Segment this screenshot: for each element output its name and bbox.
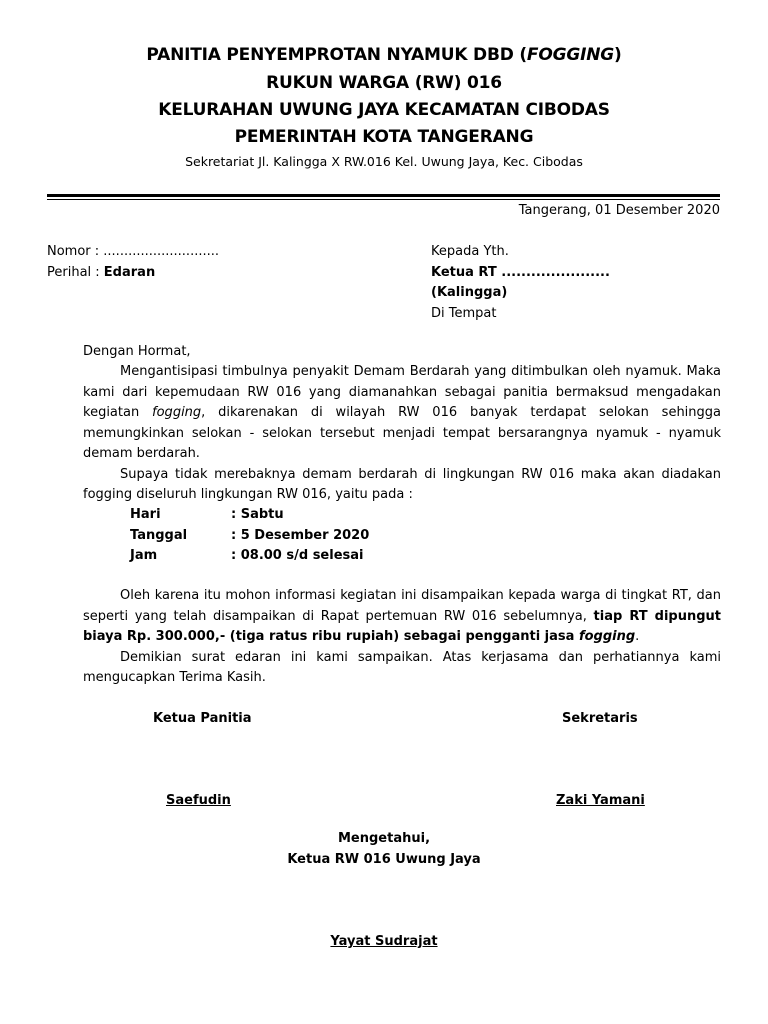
letterhead-rule-thick (47, 194, 720, 197)
schedule-date-value: : 5 Desember 2020 (231, 528, 370, 543)
recipient-line-1: Kepada Yth. (431, 244, 509, 259)
signature-right-name: Zaki Yamani (556, 793, 645, 808)
letter-subject-label: Perihal : (47, 265, 104, 280)
header-line-1-italic: FOGGING (526, 45, 614, 65)
schedule-date-label: Tanggal (130, 528, 188, 543)
acknowledgement-name: Yayat Sudrajat (330, 934, 438, 949)
body-section-2 (83, 586, 721, 689)
header-line-1-text: PANITIA PENYEMPROTAN NYAMUK DBD ( (146, 45, 527, 65)
letterhead-rule-thin (47, 199, 720, 200)
paragraph-1-text-end: , dikarenakan di wilayah RW 016 banyak terdapat selokan sehingga memungkinkan selokan - selokan tersebut menjadi tempat bersarangnya nyamuk - nyamuk demam berdarah. (83, 405, 722, 461)
header-line-2: RUKUN WARGA (RW) 016 (266, 73, 502, 93)
body-section-1 (83, 362, 721, 506)
paragraph-3-bold-text: tiap RT dipungut biaya Rp. 300.000,- (tiga ratus ribu rupiah) sebagai pengganti jasa (83, 608, 722, 644)
header-line-3: KELURAHAN UWUNG JAYA KECAMATAN CIBODAS (158, 100, 610, 120)
paragraph-3-end: . (635, 629, 640, 644)
header-address: Sekretariat Jl. Kalingga X RW.016 Kel. Uwung Jaya, Kec. Cibodas (185, 154, 583, 169)
paragraph-4: Demikian surat edaran ini kami sampaikan. Atas kerjasama dan perhatiannya kami mengucapkan Terima Kasih. (83, 649, 721, 685)
acknowledgement-line-2: Ketua RW 016 Uwung Jaya (287, 852, 481, 867)
letter-subject-value: Edaran (103, 265, 156, 280)
greeting: Dengan Hormat, (83, 344, 191, 359)
letter-number: Nomor : ............................ (47, 244, 219, 259)
signature-left-name: Saefudin (166, 793, 231, 808)
signature-left-title: Ketua Panitia (153, 711, 252, 726)
paragraph-1-text: Mengantisipasi timbulnya penyakit Demam Berdarah yang ditimbulkan oleh nyamuk. Maka kami dari kepemudaan RW 016 yang diamanahkan sebagai panitia bermaksud mengadakan kegiatan (83, 364, 721, 420)
header-line-1 (0, 45, 768, 65)
paragraph-1 (83, 362, 721, 465)
schedule-day-value: : Sabtu (231, 507, 284, 522)
paragraph-1-italic: fogging (152, 405, 202, 420)
schedule-time-label: Jam (130, 548, 158, 563)
schedule-time-value: : 08.00 s/d selesai (231, 548, 364, 563)
letter-date: Tangerang, 01 Desember 2020 (518, 203, 720, 218)
recipient-line-3: (Kalingga) (431, 285, 508, 300)
signature-right-title: Sekretaris (562, 711, 638, 726)
recipient-line-4: Di Tempat (431, 306, 497, 321)
paragraph-3 (83, 586, 721, 648)
paragraph-3-text: Oleh karena itu mohon informasi kegiatan ini disampaikan kepada warga di tingkat RT, dan seperti yang telah disampaikan di Rapat pertemuan RW 016 sebelumnya, (83, 588, 721, 624)
paragraph-3-bold-italic: fogging (578, 629, 636, 644)
acknowledgement-line-1: Mengetahui, (337, 831, 431, 846)
schedule-day-label: Hari (130, 507, 161, 522)
letter-subject (47, 265, 155, 280)
header-line-1-close: ) (613, 45, 622, 65)
paragraph-2: Supaya tidak merebaknya demam berdarah di lingkungan RW 016 maka akan diadakan fogging diseluruh lingkungan RW 016, yaitu pada : (83, 466, 721, 502)
header-line-4: PEMERINTAH KOTA TANGERANG (234, 127, 534, 147)
recipient-line-2: Ketua RT ...................... (431, 265, 610, 280)
